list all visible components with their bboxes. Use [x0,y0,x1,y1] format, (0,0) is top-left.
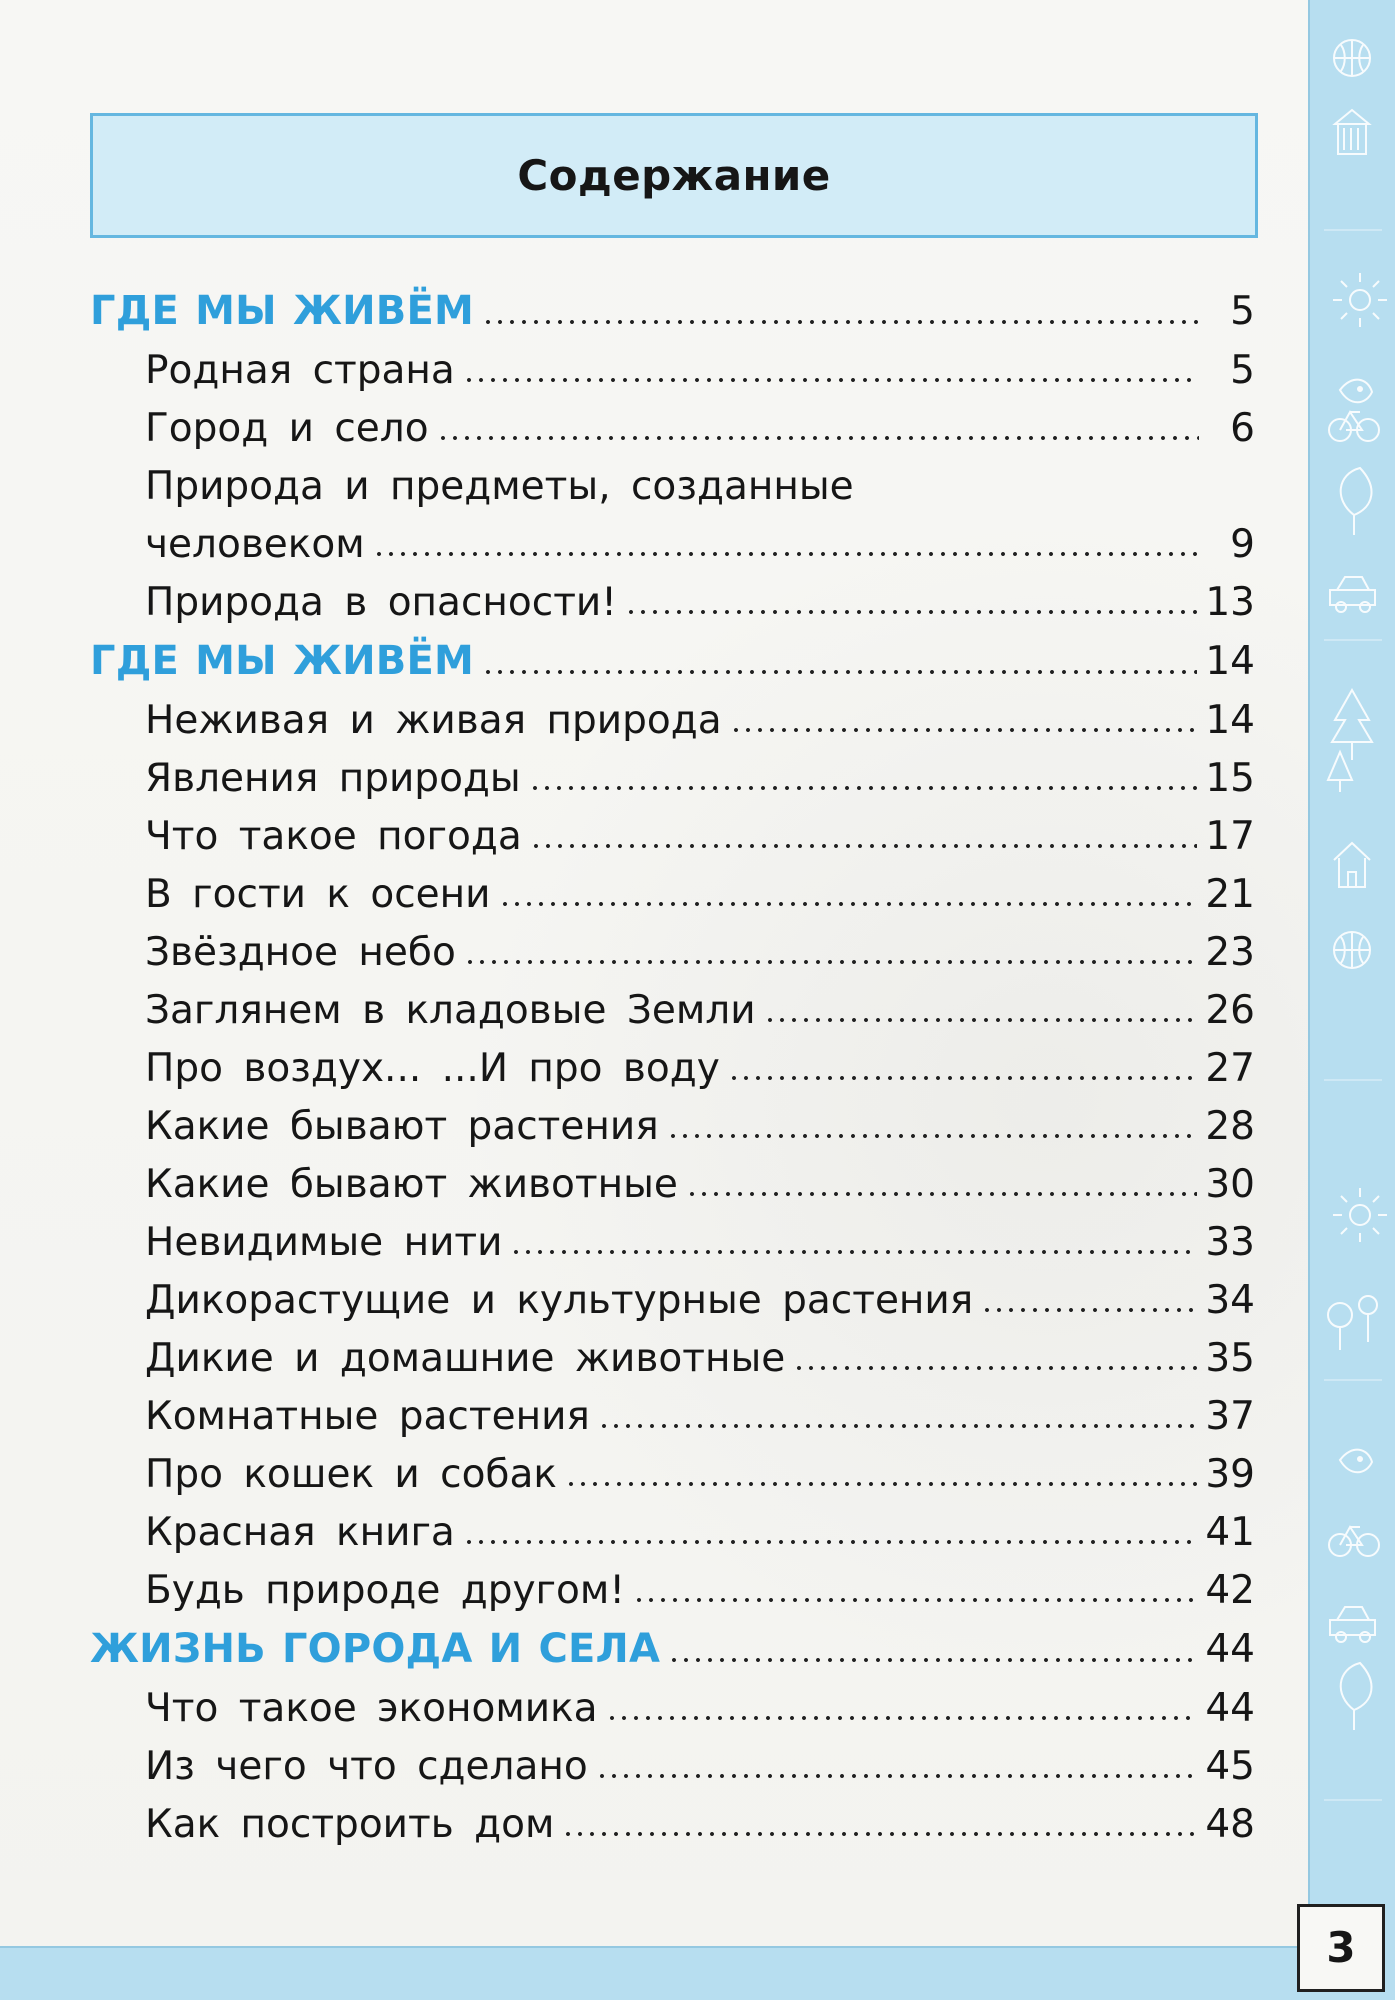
toc-page-number: 14 [1205,639,1255,684]
globe-icon [1334,932,1370,968]
tree-icon [1328,690,1372,792]
car-icon [1330,577,1375,612]
toc-item-row [90,400,1255,458]
toc-item-row [90,458,1255,516]
toc-page-number: 39 [1205,1452,1255,1497]
leader-dots [667,1131,1198,1141]
toc-item-label: Красная книга [145,1510,455,1555]
toc-section-row [90,632,1255,692]
toc-page-number: 30 [1205,1162,1255,1207]
leader-dots [373,549,1199,559]
toc-item-label: Неживая и живая природа [145,698,722,743]
toc-page-number: 41 [1205,1510,1255,1555]
toc-section-row [90,282,1255,342]
toc-item-row [90,750,1255,808]
toc-item-row [90,1040,1255,1098]
globe-icon [1334,40,1370,76]
toc-item-row [90,1446,1255,1504]
toc-item-row [90,1330,1255,1388]
toc-page-number: 9 [1230,522,1255,567]
leader-dots [529,783,1198,793]
toc-item-row [90,516,1255,574]
toc-item-row [90,982,1255,1040]
toc-item-label: Невидимые нити [145,1220,503,1265]
toc-page-number: 23 [1205,930,1255,975]
leader-dots [437,433,1199,443]
toc-item-label: Про воздух... ...И про воду [145,1046,720,1091]
toc-page-number: 5 [1230,348,1255,393]
toc-item-row [90,1272,1255,1330]
page-number-label: 3 [1326,1923,1356,1972]
toc-page-number: 15 [1205,756,1255,801]
leader-dots [482,317,1199,327]
toc-item-row [90,1098,1255,1156]
toc-page-number: 6 [1230,406,1255,451]
leader-dots [510,1247,1197,1257]
leader-dots [530,841,1198,851]
toc-page-number: 27 [1205,1046,1255,1091]
toc-item-label: Про кошек и собак [145,1452,557,1497]
toc-item-label: Какие бывают растения [145,1104,659,1149]
bicycle-icon [1329,1527,1379,1556]
toc-item-row [90,692,1255,750]
leader-dots [596,1771,1198,1781]
leader-dots [464,957,1198,967]
toc-item-row [90,342,1255,400]
sun-icon [1333,273,1387,327]
leader-dots [625,607,1197,617]
decorative-margin-strip [1308,0,1395,2000]
car-icon [1330,1607,1375,1642]
toc-item-row [90,1680,1255,1738]
leader-dots [793,1363,1197,1373]
toc-page-number: 33 [1205,1220,1255,1265]
toc-page-number: 48 [1205,1802,1255,1847]
toc-item-label: Дикие и домашние животные [145,1336,786,1381]
leader-dots [633,1595,1197,1605]
toc-item-row [90,1156,1255,1214]
toc-page-number: 37 [1205,1394,1255,1439]
leader-dots [668,1655,1197,1665]
toc-page-number: 17 [1205,814,1255,859]
leader-dots [686,1189,1197,1199]
toc-page-number: 21 [1205,872,1255,917]
toc-section-label: ГДЕ МЫ ЖИВЁМ [90,638,474,684]
toc-page-number: 28 [1205,1104,1255,1149]
toc-item-label: Комнатные растения [145,1394,590,1439]
toc-page-number: 35 [1205,1336,1255,1381]
building-icon [1335,110,1369,154]
toc-page-number: 34 [1205,1278,1255,1323]
leader-dots [463,375,1199,385]
toc-item-label: Природа и предметы, созданные [145,464,854,509]
page-title: Содержание [517,151,831,200]
toc-page-number: 45 [1205,1744,1255,1789]
leader-dots [565,1479,1197,1489]
toc-item-row [90,866,1255,924]
leader-dots [764,1015,1198,1025]
toc-page-number: 26 [1205,988,1255,1033]
toc-page-number: 13 [1205,580,1255,625]
toc-item-label: Какие бывают животные [145,1162,678,1207]
toc-item-label: Как построить дом [145,1802,555,1847]
leader-dots [482,667,1197,677]
leader-dots [562,1829,1197,1839]
toc-item-row [90,1796,1255,1854]
leader-dots [499,899,1198,909]
sun-icon [1333,1188,1387,1242]
toc-item-row [90,1738,1255,1796]
leaf-icon [1341,1663,1372,1730]
margin-icons [1310,0,1395,1880]
toc-item-label: Заглянем в кладовые Земли [145,988,756,1033]
toc-item-label: Родная страна [145,348,455,393]
toc-page-number: 42 [1205,1568,1255,1613]
toc-item-label: Город и село [145,406,429,451]
toc-item-label: Природа в опасности! [145,580,617,625]
toc-item-label: Звёздное небо [145,930,456,975]
toc-item-continuation: человеком [145,522,365,567]
table-of-contents [90,282,1255,1854]
toc-section-row [90,1620,1255,1680]
toc-item-row [90,808,1255,866]
leaf-icon [1341,468,1372,535]
contents-title-box [90,113,1258,238]
toc-item-row [90,1388,1255,1446]
toc-item-label: Из чего что сделано [145,1744,588,1789]
leader-dots [728,1073,1198,1083]
leader-dots [598,1421,1197,1431]
toc-item-row [90,574,1255,632]
toc-item-label: Дикорастущие и культурные растения [145,1278,974,1323]
toc-page-number: 14 [1205,698,1255,743]
bicycle-icon [1329,412,1379,441]
leader-dots [730,725,1198,735]
toc-page-number: 44 [1205,1686,1255,1731]
leader-dots [463,1537,1198,1547]
page-number [1297,1904,1385,1992]
toc-item-row [90,1504,1255,1562]
tree-icon [1328,1296,1377,1350]
toc-page-number: 5 [1230,289,1255,334]
toc-item-label: Явления природы [145,756,521,801]
toc-item-label: Будь природе другом! [145,1568,625,1613]
toc-item-label: В гости к осени [145,872,491,917]
toc-item-label: Что такое погода [145,814,522,859]
toc-page-number: 44 [1205,1627,1255,1672]
bottom-margin-strip [0,1946,1310,2000]
bird-icon [1340,380,1372,403]
toc-item-row [90,1562,1255,1620]
toc-item-row [90,924,1255,982]
toc-section-label: ГДЕ МЫ ЖИВЁМ [90,288,474,334]
toc-item-label: Что такое экономика [145,1686,598,1731]
leader-dots [606,1713,1198,1723]
leader-dots [981,1305,1197,1315]
bird-icon [1340,1450,1372,1473]
toc-section-label: ЖИЗНЬ ГОРОДА И СЕЛА [90,1626,661,1672]
toc-item-row [90,1214,1255,1272]
house-icon [1334,843,1370,887]
